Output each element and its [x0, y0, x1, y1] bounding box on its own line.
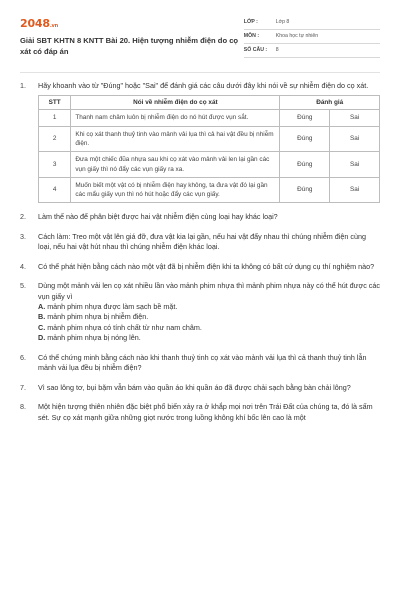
logo-suffix: .vn [49, 23, 58, 29]
option-key: D. [38, 333, 46, 343]
row-claim: Muốn biết một vật có bị nhiễm điện hay không, ta đưa vật đó lại gần các mẩu giấy vụn thì nó hút hoặc đẩy các vụn giấy. [71, 177, 280, 203]
question-text: Có thể chứng minh bằng cách nào khi thanh thuỷ tinh cọ xát vào mảnh vải lụa thì cả thanh thuỷ tinh lẫn mảnh vải lụa đều bị nhiễm điện? [38, 352, 367, 373]
meta-label: MÔN : [243, 32, 260, 39]
meta-value: Khoa học tự nhiên [275, 32, 319, 39]
brand-block [20, 16, 244, 72]
question-text: Có thể phát hiện bằng cách nào một vật đã bị nhiễm điện khi ta không có bất cứ dụng cụ thí nghiệm nào? [38, 261, 375, 271]
question-number: 8. [20, 402, 26, 412]
choice-false[interactable]: Sai [330, 177, 380, 203]
question-text: Hãy khoanh vào từ "Đúng" hoặc "Sai" để đánh giá các câu dưới đây khi nói về sự nhiễm điện do cọ xát. [38, 81, 369, 90]
answer-option-d[interactable] [38, 333, 380, 343]
question-list [0, 73, 400, 423]
document-title: Giải SBT KHTN 8 KNTT Bài 20. Hiện tượng nhiễm điện do cọ xát có đáp án [20, 35, 239, 56]
choice-false[interactable]: Sai [330, 126, 380, 152]
question-body [38, 212, 380, 222]
question-text: Làm thế nào để phân biệt được hai vật nhiễm điện cùng loại hay khác loại? [38, 212, 278, 222]
table-row [39, 152, 380, 178]
column-header-evaluation: Đánh giá [280, 96, 380, 110]
site-logo[interactable] [20, 16, 244, 32]
question-body [38, 402, 380, 423]
option-key: A. [38, 302, 46, 312]
column-header-stt: STT [39, 96, 71, 110]
option-key: B. [38, 312, 46, 322]
choice-false[interactable]: Sai [330, 110, 380, 126]
logo-main: 2048 [20, 17, 50, 30]
row-claim: Đưa một chiếc đũa nhựa sau khi cọ xát vào mảnh vải len lại gần các vụn giấy thì nó đẩy các vụn giấy ra xa. [71, 152, 280, 178]
question-number: 7. [20, 382, 26, 392]
option-text: mảnh phim nhựa có tính chất từ như nam châm. [47, 322, 202, 332]
meta-value: Lớp 8 [275, 18, 290, 25]
choice-true[interactable]: Đúng [280, 177, 330, 203]
question-5 [20, 281, 380, 344]
table-row [39, 110, 380, 126]
row-stt: 4 [39, 177, 71, 203]
meta-row-count [244, 44, 380, 58]
question-6 [20, 353, 380, 374]
question-body [38, 262, 380, 272]
meta-label: LỚP : [243, 18, 258, 25]
question-number: 6. [20, 352, 26, 362]
table-header-row [39, 96, 380, 110]
meta-row-class [244, 16, 380, 30]
question-text: Vì sao lông tơ, bụi bặm vẫn bám vào quần áo khi quần áo đã được chải sạch bằng bàn chải lông? [38, 382, 351, 392]
column-header-claim: Nói về nhiễm điện do cọ xát [71, 96, 280, 110]
question-text: Dùng một mảnh vải len cọ xát nhiều lần vào mảnh phim nhựa thì mảnh phim nhựa này có thể hút được các vụn giấy vì [38, 281, 380, 301]
question-2 [20, 212, 380, 222]
choice-true[interactable]: Đúng [280, 126, 330, 152]
question-8 [20, 402, 380, 423]
row-claim: Thanh nam châm luôn bị nhiễm điện do nó hút được vụn sắt. [71, 110, 280, 126]
option-text: mảnh phim nhựa bị nóng lên. [47, 333, 141, 343]
answer-option-c[interactable] [38, 323, 380, 333]
question-number: 2. [20, 212, 26, 222]
question-body [38, 353, 380, 374]
answer-option-b[interactable] [38, 312, 380, 322]
meta-value: 8 [275, 46, 279, 53]
choice-true[interactable]: Đúng [280, 110, 330, 126]
meta-panel [244, 16, 380, 72]
question-body [38, 281, 380, 344]
document-header [0, 0, 400, 72]
question-3 [20, 232, 380, 253]
row-stt: 1 [39, 110, 71, 126]
question-4 [20, 262, 380, 272]
meta-row-subject [244, 30, 380, 44]
option-text: mảnh phim nhựa được làm sạch bề mặt. [47, 302, 178, 312]
option-key: C. [38, 322, 46, 332]
question-number: 1. [20, 81, 26, 90]
meta-label: SỐ CÂU : [243, 46, 268, 53]
question-number: 5. [20, 281, 26, 291]
row-stt: 2 [39, 126, 71, 152]
question-body [38, 383, 380, 393]
question-7 [20, 383, 380, 393]
question-body [38, 232, 380, 253]
evaluation-table [38, 95, 380, 203]
question-body [38, 81, 380, 203]
question-number: 4. [20, 261, 26, 271]
question-number: 3. [20, 231, 26, 241]
row-claim: Khi cọ xát thanh thuỷ tinh vào mảnh vải lụa thì cả hai vật đều bị nhiễm điện. [71, 126, 280, 152]
choice-false[interactable]: Sai [330, 152, 380, 178]
row-stt: 3 [39, 152, 71, 178]
table-row [39, 126, 380, 152]
question-text: Một hiện tượng thiên nhiên đặc biệt phổ biến xảy ra ở khắp mọi nơi trên Trái Đất của chúng ta, đó là sấm sét. Sự cọ xát mạnh giữa những giọt nước trong luồng không khí bốc lên cao là một [38, 402, 373, 422]
option-text: mảnh phim nhựa bị nhiễm điện. [47, 312, 149, 322]
choice-true[interactable]: Đúng [280, 152, 330, 178]
question-text: Cách làm: Treo một vật lên giá đỡ, đưa vật kia lại gần, nếu hai vật đẩy nhau thì chúng nhiễm điện cùng loại, nếu hai vật hút nhau thì chúng nhiễm điện khác loại. [38, 231, 366, 252]
table-row [39, 177, 380, 203]
answer-option-a[interactable] [38, 302, 380, 312]
question-1 [20, 81, 380, 203]
